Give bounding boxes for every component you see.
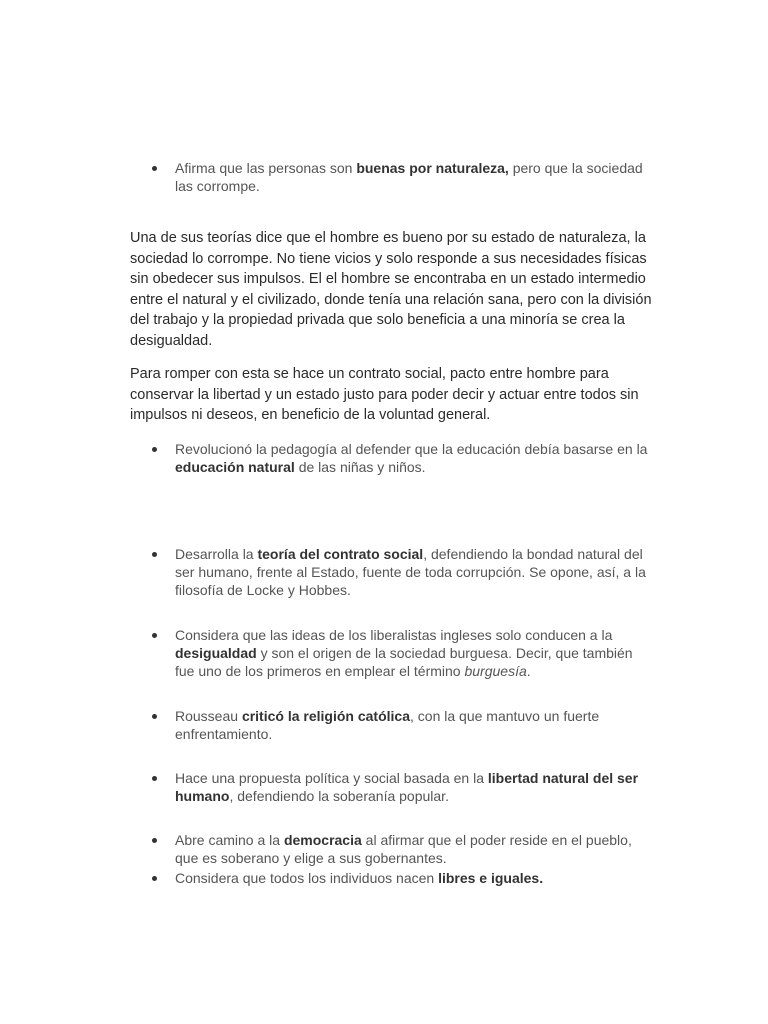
bullet-item-religion xyxy=(152,707,652,743)
bullet-italic-text: burguesía xyxy=(464,663,527,679)
bullet-dot xyxy=(152,714,157,719)
bullet-dot xyxy=(152,447,157,452)
bullet-text: Hace una propuesta política y social basada en la xyxy=(175,770,488,786)
bullet-dot xyxy=(152,166,157,171)
bullet-bold-text: teoría del contrato social xyxy=(257,546,424,562)
bullet-dot xyxy=(152,876,157,881)
bullet-bold-text: educación natural xyxy=(175,459,295,475)
bullet-dot xyxy=(152,633,157,638)
bullet-text: Considera que las ideas de los liberalistas ingleses solo conducen a la xyxy=(175,627,613,643)
bullet-dot xyxy=(152,838,157,843)
bullet-text: al afirmar que el poder reside en el pueblo, que es soberano y elige a sus gobernantes. xyxy=(175,832,632,866)
bullet-bold-text: libres e iguales. xyxy=(438,870,544,886)
bullet-text: Desarrolla la xyxy=(175,546,258,562)
bullet-text: . xyxy=(526,663,531,679)
bullet-bold-text: democracia xyxy=(283,832,362,848)
bullet-text: Considera que todos los individuos nacen xyxy=(175,870,439,886)
bullet-bold-text: buenas por naturaleza, xyxy=(356,160,509,176)
bullet-item-libres-iguales xyxy=(152,869,652,887)
paragraph-teorias: Una de sus teorías dice que el hombre es bueno por su estado de naturaleza, la sociedad lo corrompe. No tiene vicios y solo responde a sus necesidades físicas sin obedecer sus impulsos. El el hombre se encontraba en un estado intermedio entre el natural y el civilizado, donde tenía una relación sana, pero con la división del trabajo y la propiedad privada que solo beneficia a una minoría se crea la desigualdad. xyxy=(130,230,652,349)
bullet-item-desigualdad xyxy=(152,626,652,680)
bullet-bold-text: desigualdad xyxy=(175,645,257,661)
bullet-text: , defendiendo la bondad natural del ser humano, frente al Estado, fuente de toda corrupción. Se opone, así, a la filosofía de Locke y Hobbes. xyxy=(175,546,646,598)
bullet-item-educacion xyxy=(152,440,652,476)
bullet-bold-text: libertad natural del ser humano xyxy=(175,770,639,804)
bullet-bold-text: criticó la religión católica xyxy=(241,708,410,724)
bullet-text: Revolucionó la pedagogía al defender que la educación debía basarse en la xyxy=(175,441,648,457)
bullet-item-naturaleza xyxy=(152,159,652,195)
bullet-text: y son el origen de la sociedad burguesa. Decir, que también fue uno de los primeros en emplear el término xyxy=(175,645,633,679)
paragraph-contrato: Para romper con esta se hace un contrato social, pacto entre hombre para conservar la libertad y un estado justo para poder decir y actuar entre todos sin impulsos ni deseos, en beneficio de la voluntad general. xyxy=(130,366,639,423)
bullet-text: de las niñas y niños. xyxy=(294,459,426,475)
bullet-text: , con la que mantuvo un fuerte enfrentamiento. xyxy=(175,708,600,742)
bullet-dot xyxy=(152,552,157,557)
bullet-dot xyxy=(152,776,157,781)
bullet-item-contrato-social xyxy=(152,545,652,599)
bullet-text: pero que la sociedad las corrompe. xyxy=(175,160,643,194)
bullet-item-democracia xyxy=(152,831,652,867)
bullet-text: Abre camino a la xyxy=(175,832,284,848)
bullet-text: , defendiendo la soberanía popular. xyxy=(229,788,449,804)
bullet-text: Rousseau xyxy=(175,708,242,724)
bullet-text: Afirma que las personas son xyxy=(175,160,357,176)
bullet-item-libertad xyxy=(152,769,652,805)
